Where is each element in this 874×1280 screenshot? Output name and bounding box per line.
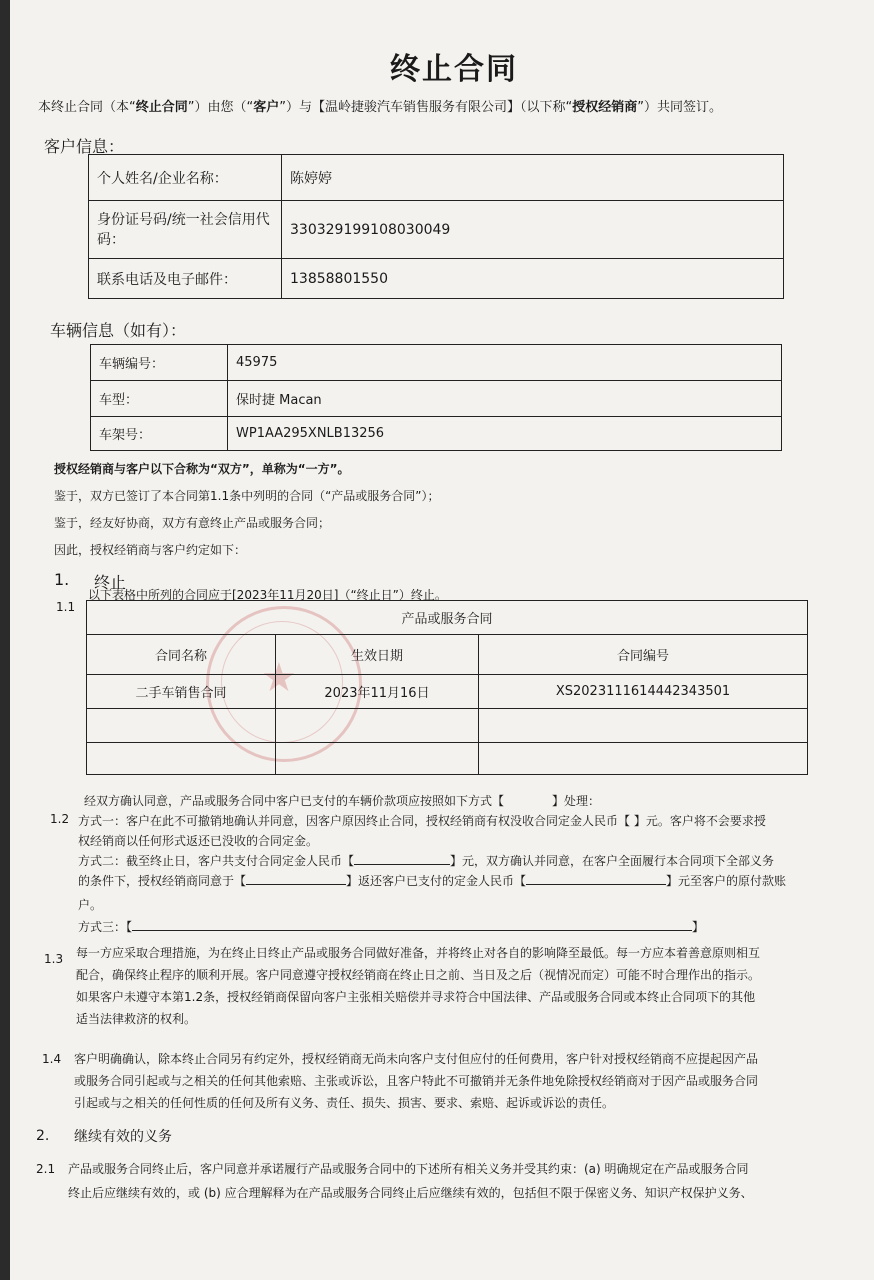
- intro-text-1: 本终止合同（本“: [38, 100, 136, 115]
- section-1-number: 1.: [54, 570, 70, 589]
- contract-table-caption-row: [87, 601, 808, 635]
- intro-text-3: ”）与【温岭捷骏汽车销售服务有限公司】（以下称“: [279, 100, 573, 115]
- customer-info-table: [88, 154, 784, 299]
- contract-name-cell: 二手车销售合同: [87, 675, 276, 709]
- clause-1-2-line-3: 权经销商以任何形式返还已没收的合同定金。: [78, 834, 319, 848]
- contract-number-cell: [479, 743, 808, 775]
- intro-paragraph: [38, 96, 722, 115]
- option-3-field[interactable]: [132, 918, 692, 931]
- clause-1-3-line-3: 如果客户未遵守本第1.2条，授权经销商保留向客户主张相关赔偿并寻求符合中国法律、产品或服务合同或本终止合同项下的其他: [76, 990, 756, 1004]
- clause-1-4-line-3: 引起或与之相关的任何性质的任何及所有义务、责任、损失、损害、要求、索赔、起诉或诉讼的责任。: [74, 1096, 615, 1110]
- clause-1-4-line-1: 客户明确确认，除本终止合同另有约定外，授权经销商无尚未向客户支付但应付的任何费用，客户针对授权经销商不应提起因产品: [74, 1052, 759, 1066]
- clause-2-1-line-2: 终止后应继续有效的，或 (b) 应合理解释为在产品或服务合同终止后应继续有效的，包括但不限于保密义务、知识产权保护义务、: [68, 1186, 753, 1200]
- vehicle-label: 车辆编号：: [91, 345, 228, 381]
- clause-1-4-number: 1.4: [42, 1052, 62, 1066]
- effective-date-cell: [276, 709, 479, 743]
- option-2-text-a: 方式二：截至终止日，客户共支付合同定金人民币【: [78, 854, 355, 868]
- clause-1-2-line-5: [78, 872, 786, 889]
- vehicle-value: 45975: [228, 345, 782, 381]
- option-2-text-b: 】元，双方确认并同意，在客户全面履行本合同项下全部义务: [450, 854, 775, 868]
- vehicle-label: 车架号：: [91, 417, 228, 451]
- customer-label: 身份证号码/统一社会信用代码：: [89, 201, 282, 259]
- clause-1-2-line-7: 方式三：【 】: [78, 920, 705, 934]
- contract-table: [86, 600, 808, 775]
- table-row: [87, 709, 808, 743]
- contract-number-cell: [479, 709, 808, 743]
- intro-text-2: ”）由您（“: [187, 100, 254, 115]
- clause-1-3-number: 1.3: [44, 952, 64, 966]
- deposit-amount-field[interactable]: [354, 852, 450, 865]
- vehicle-label: 车型：: [91, 381, 228, 417]
- clause-1-3-line-4: 适当法律救济的权利。: [76, 1012, 197, 1026]
- recital-2: 鉴于，双方已签订了本合同第1.1条中列明的合同（“产品或服务合同”）；: [54, 489, 440, 503]
- customer-value: 330329199108030049: [282, 201, 784, 259]
- vehicle-row: [91, 381, 782, 417]
- option-2-text-e: 】元至客户的原付款账: [666, 874, 787, 888]
- clause-1-3-line-2: 配合，确保终止程序的顺利开展。客户同意遵守授权经销商在终止日之前、当日及之后（视情况而定）可能不时合理作出的指示。: [76, 968, 761, 982]
- customer-row: [89, 155, 784, 201]
- intro-text-4: ”）共同签订。: [637, 100, 723, 115]
- customer-value: 13858801550: [282, 259, 784, 299]
- customer-row: [89, 259, 784, 299]
- effective-date-cell: 2023年11月16日: [276, 675, 479, 709]
- vehicle-row: [91, 417, 782, 451]
- section-1-title: 终止: [94, 573, 127, 592]
- vehicle-info-table: [90, 344, 782, 451]
- customer-value: 陈婷婷: [282, 155, 784, 201]
- section-2-title: 继续有效的义务: [74, 1129, 172, 1145]
- document-title: 终止合同: [390, 52, 518, 87]
- company-seal: ★: [206, 606, 362, 762]
- customer-label: 个人姓名/企业名称：: [89, 155, 282, 201]
- refund-date-field[interactable]: [246, 872, 346, 885]
- document-page: [10, 0, 874, 1280]
- header-contract-name: 合同名称: [87, 635, 276, 675]
- contract-table-caption: 产品或服务合同: [87, 601, 808, 635]
- recital-3: 鉴于，经友好协商，双方有意终止产品或服务合同；: [54, 516, 331, 530]
- contract-name-cell: [87, 743, 276, 775]
- clause-2-1-number: 2.1: [36, 1162, 56, 1176]
- recital-4: 因此，授权经销商与客户约定如下：: [54, 543, 247, 557]
- table-row: [87, 743, 808, 775]
- option-2-text-d: 】返还客户已支付的定金人民币【: [346, 874, 527, 888]
- option-2-text-c: 的条件下，授权经销商同意于【: [78, 874, 247, 888]
- contract-table-header-row: [87, 635, 808, 675]
- contract-name-cell: [87, 709, 276, 743]
- section-2-number: 2.: [36, 1128, 50, 1144]
- refund-amount-field[interactable]: [526, 872, 666, 885]
- contract-number-cell: XS2023111614442343501: [479, 675, 808, 709]
- header-contract-number: 合同编号: [479, 635, 808, 675]
- customer-info-heading: 客户信息：: [44, 137, 125, 156]
- customer-row: [89, 201, 784, 259]
- intro-term-3: 授权经销商: [572, 100, 638, 115]
- vehicle-value: WP1AA295XNLB13256: [228, 417, 782, 451]
- clause-1-1-text: 以下表格中所列的合同应于[2023年11月20日]（“终止日”）终止。: [88, 588, 447, 602]
- vehicle-row: [91, 345, 782, 381]
- option-3-text: 方式三：【: [78, 920, 133, 934]
- clause-1-4-line-2: 或服务合同引起或与之相关的任何其他索赔、主张或诉讼，且客户特此不可撤销并无条件地免除授权经销商对于因产品或服务合同: [74, 1074, 759, 1088]
- clause-1-2-line-4: [78, 852, 774, 869]
- clause-1-3-line-1: 每一方应采取合理措施，为在终止日终止产品或服务合同做好准备，并将终止对各自的影响降至最低。每一方应本着善意原则相互: [76, 946, 761, 960]
- clause-2-1-line-1: 产品或服务合同终止后，客户同意并承诺履行产品或服务合同中的下述所有相关义务并受其约束：(a) 明确规定在产品或服务合同: [68, 1162, 749, 1176]
- intro-term-2: 客户: [253, 100, 280, 115]
- clause-1-2-line-6: 户。: [78, 898, 103, 912]
- table-row: [87, 675, 808, 709]
- vehicle-info-heading: 车辆信息（如有）：: [50, 321, 187, 340]
- effective-date-cell: [276, 743, 479, 775]
- customer-label: 联系电话及电子邮件：: [89, 259, 282, 299]
- recital-1: 授权经销商与客户以下合称为“双方”，单称为“一方”。: [54, 462, 350, 476]
- header-effective-date: 生效日期: [276, 635, 479, 675]
- clause-1-2-line-2: 方式一：客户在此不可撤销地确认并同意，因客户原因终止合同，授权经销商有权没收合同定金人民币【 】元。客户将不会要求授: [78, 814, 766, 828]
- clause-1-2-number: 1.2: [50, 812, 70, 826]
- vehicle-value: 保时捷 Macan: [228, 381, 782, 417]
- intro-term-1: 终止合同: [135, 100, 188, 115]
- clause-1-2-line-1: 经双方确认同意，产品或服务合同中客户已支付的车辆价款项应按照如下方式【 】处理：: [84, 794, 601, 808]
- clause-1-1-number: 1.1: [56, 600, 76, 614]
